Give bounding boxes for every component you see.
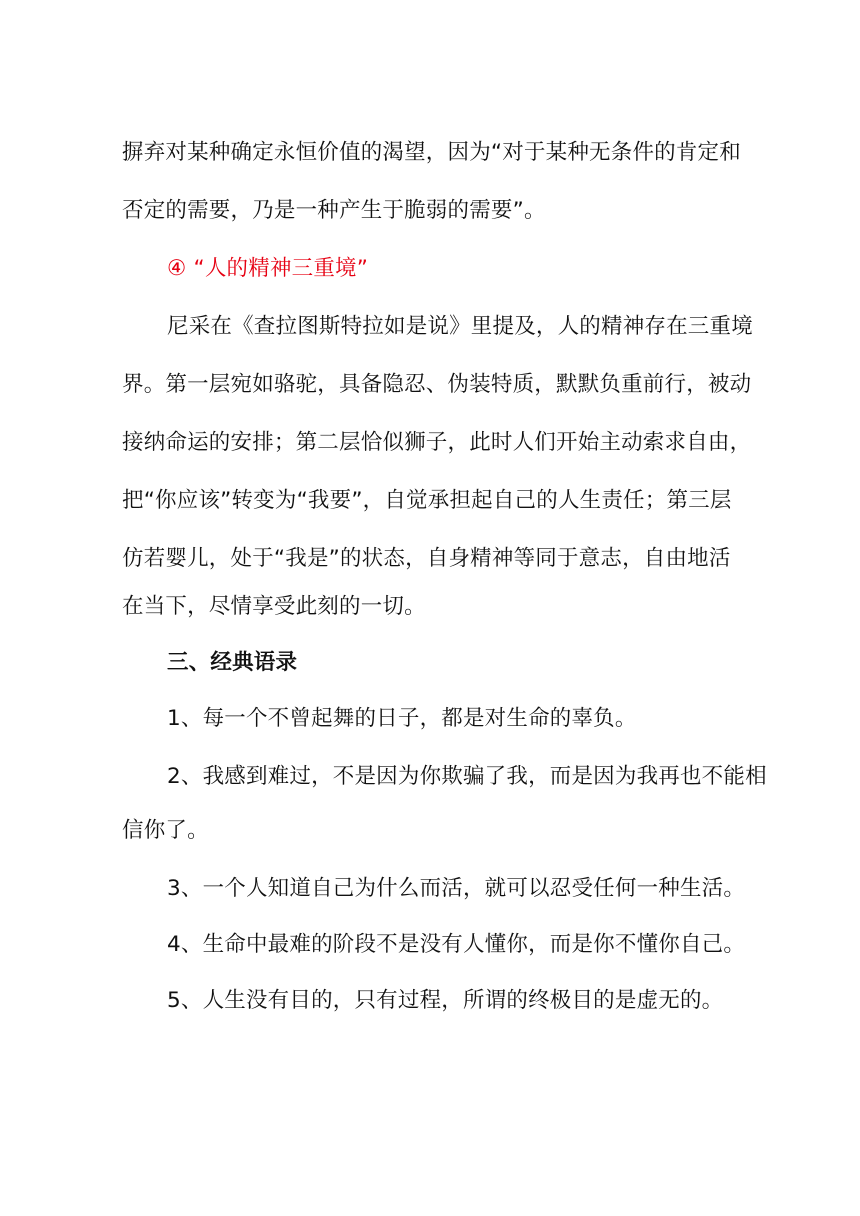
paragraph-line: 把“你应该”转变为“我要”，自觉承担起自己的人生责任；第三层 [122,488,732,513]
paragraph-line: 否定的需要，乃是一种产生于脆弱的需要”。 [122,198,546,223]
section-heading: 三、经典语录 [167,650,298,675]
paragraph-line: 仿若婴儿，处于“我是”的状态，自身精神等同于意志，自由地活 [122,546,731,571]
quote-line: 3、一个人知道自己为什么而活，就可以忍受任何一种生活。 [167,876,746,901]
quote-line: 4、生命中最难的阶段不是没有人懂你，而是你不懂你自己。 [167,932,746,957]
quote-line: 2、我感到难过，不是因为你欺骗了我，而是因为我再也不能相 [167,764,767,789]
subheading: ④ “人的精神三重境” [167,256,369,281]
quote-line: 1、每一个不曾起舞的日子，都是对生命的辜负。 [167,706,637,731]
paragraph-line: 尼采在《查拉图斯特拉如是说》里提及，人的精神存在三重境 [167,314,753,339]
paragraph-line: 界。第一层宛如骆驼，具备隐忍、伪装特质，默默负重前行，被动 [122,372,752,397]
quote-line: 5、人生没有目的，只有过程，所谓的终极目的是虚无的。 [167,988,724,1013]
paragraph-line: 摒弃对某种确定永恒价值的渴望，因为“对于某种无条件的肯定和 [122,140,741,165]
paragraph-line: 在当下，尽情享受此刻的一切。 [122,594,426,619]
paragraph-line: 接纳命运的安排；第二层恰似狮子，此时人们开始主动索求自由， [122,430,752,455]
quote-line: 信你了。 [122,818,209,843]
